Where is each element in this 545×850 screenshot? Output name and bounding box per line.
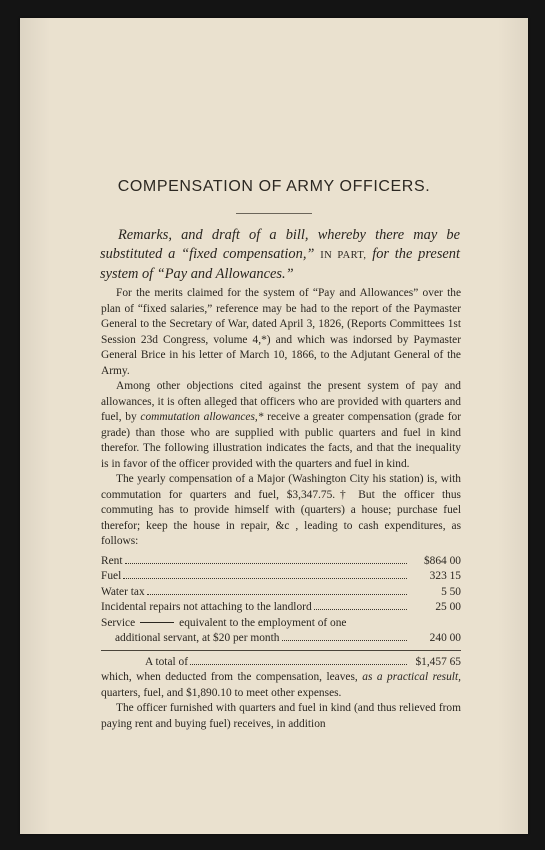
paragraph-1: For the merits claimed for the system of “Pay and Allowances” over the plan of “fixed salaries,” reference may be had to the report of the Paymaster General to the Secretary of War, dated April 3, 1826, (Reports Committees 1st Session 23d Congress, volume 4,*) and which was indorsed by Paymaster General Brice in his letter of March 10, 1866, to the Adjutant General of the Army. <box>101 287 461 377</box>
total-divider <box>101 650 461 651</box>
subtitle-part2: for the present system of “Pay and Allowances.” <box>100 246 460 282</box>
expense-list <box>101 554 461 671</box>
paragraph-2-start: Among other objections cited against the present system of pay and allowances, it is often alleged that officers who are provided with quarters and fuel, by <box>101 380 461 423</box>
paragraph-after-total <box>101 670 461 701</box>
after-total-italic: as a practical result, <box>362 671 461 683</box>
service-line <box>101 616 461 632</box>
expense-row <box>101 631 461 647</box>
paragraph-3: The yearly compensation of a Major (Washington City his station) is, with commutation for quarters and fuel, $3,347.75.† But the officer thus commuting has to provide himself with (quarters) a house; purchase fuel therefor; keep the house in repair, &c , leading to cash expenditures, as follows: <box>101 473 461 547</box>
leader-dots <box>147 593 407 595</box>
body-text <box>101 286 461 732</box>
total-label: A total of <box>145 655 189 668</box>
service-word: Service <box>101 616 136 629</box>
expense-amount: $864 00 <box>423 554 461 567</box>
expense-label: Rent <box>101 554 123 567</box>
expense-amount: 323 15 <box>429 570 461 582</box>
leader-dots <box>125 562 407 564</box>
paragraph-2 <box>101 379 461 472</box>
after-total-part1: which, when deducted from the compensation, leaves, <box>101 671 358 683</box>
total-amount: $1,457 65 <box>415 655 461 668</box>
expense-row <box>101 585 461 601</box>
subtitle <box>100 226 460 284</box>
paragraph-2-rest: receive a greater compensation (grade for grade) than those who are supplied with public quarters and fuel in kind therefor. The following illustration indicates the facts, and that the inequality is in favor of the officer provided with the quarters and fuel in kind. <box>101 411 461 470</box>
expense-row <box>101 554 461 570</box>
expense-row <box>101 600 461 616</box>
expense-amount: 5 50 <box>441 585 461 598</box>
leader-dots <box>190 663 407 665</box>
expense-label: Incidental repairs not attaching to the landlord <box>101 601 312 613</box>
page-title: COMPENSATION OF ARMY OFFICERS. <box>117 178 431 195</box>
title-divider <box>236 213 312 214</box>
blank-dash <box>140 622 174 623</box>
expense-label: Water tax <box>101 585 145 598</box>
expense-label: additional servant, at $20 per month <box>115 632 280 644</box>
service-rest: equivalent to the employment of one <box>179 616 347 629</box>
paragraph-2-italic: commutation allowances,* <box>140 411 264 423</box>
expense-label: Fuel <box>101 570 122 582</box>
document-page <box>20 18 528 834</box>
expense-amount: 240 00 <box>429 632 461 644</box>
subtitle-part1: Remarks, and draft of a bill, whereby there may be substituted a “fixed compensation,” <box>100 227 460 262</box>
leader-dots <box>314 608 407 610</box>
leader-dots <box>123 577 407 579</box>
total-row <box>101 655 461 671</box>
leader-dots <box>282 639 408 641</box>
after-total-part2: quarters, fuel, and $1,890.10 to meet other expenses. <box>101 686 342 699</box>
expense-amount: 25 00 <box>435 601 461 613</box>
expense-row <box>101 569 461 585</box>
paragraph-last: The officer furnished with quarters and fuel in kind (and thus relieved from paying rent and buying fuel) receives, in addition <box>101 702 461 730</box>
subtitle-small-caps: IN PART, <box>320 250 367 261</box>
